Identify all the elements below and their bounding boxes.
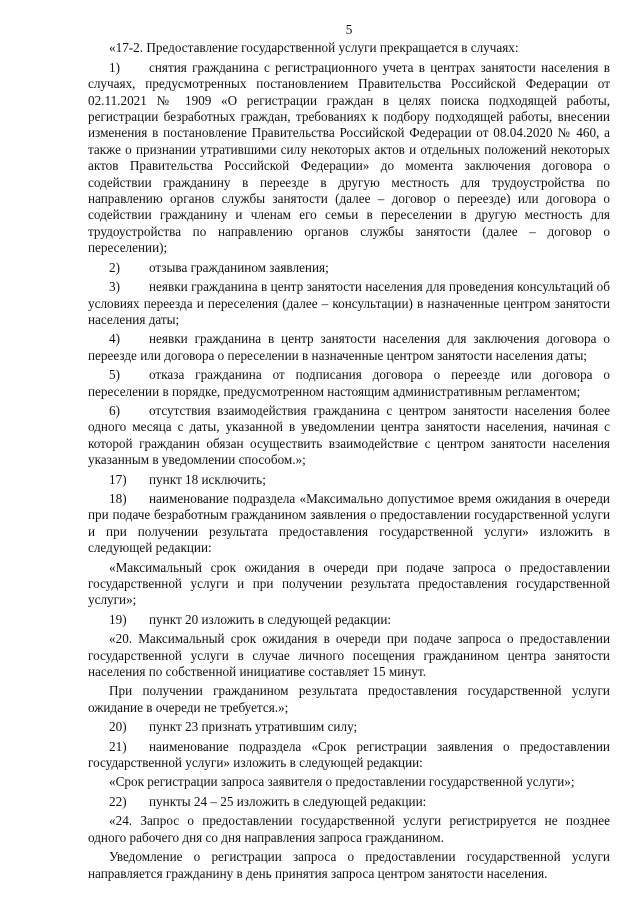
item-number: 21) [109, 738, 127, 754]
paragraph-item-2 [88, 260, 610, 276]
item-number: 19) [109, 611, 127, 627]
document-page [88, 22, 610, 882]
paragraph-text: «24. Запрос о предоставлении государственной услуги регистрируется не позднее одного рабочего дня со дня направления запроса гражданином. [88, 813, 610, 845]
page-number: 5 [345, 22, 353, 37]
paragraph-item-19 [88, 612, 610, 628]
paragraph-item-1 [88, 60, 610, 257]
paragraph-text: Уведомление о регистрации запроса о предоставлении государственной услуги направляется гражданину в день принятия запроса центром занятости населения. [88, 849, 610, 881]
paragraph-text: пункт 20 изложить в следующей редакции: [149, 611, 392, 627]
paragraph-text: наименование подраздела «Максимально допустимое время ожидания в очереди при подаче безработным гражданином заявления о предоставлении государственной услуги и при получении результата предоставления государственной услуги» изложить в следующей редакции: [88, 490, 610, 556]
paragraph-text: «17-2. Предоставление государственной услуги прекращается в случаях: [109, 40, 519, 56]
paragraph-quote-20 [88, 631, 610, 680]
paragraph-text: отказа гражданина от подписания договора о переезде или договора о переселении в порядке, предусмотренном настоящим административным регламентом; [88, 367, 610, 399]
paragraph-quote-title-21 [88, 774, 610, 790]
item-number: 1) [109, 59, 120, 75]
paragraph-item-6 [88, 403, 610, 469]
paragraph-text: снятия гражданина с регистрационного учета в центрах занятости населения в случаях, предусмотренных постановлением Правительства Российской Федерации от 02.11.2021 № 1909 «О регистрации граждан в целях поиска подходящей работы, регистрации безработных граждан, требованиях к подбору подходящей работы, внесении изменения в постановление Правительства Российской Федерации от 08.04.2020 № 460, а также о признании утратившими силу некоторых актов и отдельных положений некоторых актов Правительства Российской Федерации» до момента заключения договора о содействии гражданину в переезде в другую местность для трудоустройства по направлению органов службы занятости (далее – договор о переезде) или договора о содействии гражданину и членам его семьи в переселении в другую местность для трудоустройства по направлению органов службы занятости (далее – договор о переселении); [88, 59, 610, 256]
paragraph-text: отзыва гражданином заявления; [149, 259, 329, 275]
paragraph-text: пункт 23 признать утратившим силу; [149, 719, 358, 735]
item-number: 18) [109, 490, 127, 506]
paragraph-text: «20. Максимальный срок ожидания в очереди при подаче запроса о предоставлении государственной услуги в случае личного посещения гражданином центра занятости населения по собственной инициативе составляет 15 минут. [88, 631, 610, 680]
paragraph-quote-24-cont [88, 849, 610, 882]
paragraph-item-4 [88, 331, 610, 364]
item-number: 2) [109, 259, 120, 275]
item-number: 22) [109, 793, 127, 809]
item-number: 17) [109, 471, 127, 487]
paragraph-text: пункт 18 исключить; [149, 471, 266, 487]
paragraph-text: неявки гражданина в центр занятости населения для заключения договора о переезде или договора о переселении в назначенные центром занятости населения даты; [88, 331, 610, 363]
paragraph-text: неявки гражданина в центр занятости населения для проведения консультаций об условиях переезда и переселения (далее – консультации) в назначенные центром занятости населения даты; [88, 279, 610, 327]
paragraph-text: наименование подраздела «Срок регистрации заявления о предоставлении государственной услуги» изложить в следующей редакции: [88, 738, 610, 771]
paragraph-quote-24 [88, 813, 610, 846]
paragraph-text: пункты 24 – 25 изложить в следующей редакции: [149, 793, 427, 809]
item-number: 5) [109, 367, 120, 383]
paragraph-text: «Максимальный срок ожидания в очереди при подаче запроса о предоставлении государственной услуги и при получении результата предоставления государственной услуги»; [88, 559, 610, 608]
paragraph-item-22 [88, 794, 610, 810]
item-number: 20) [109, 719, 127, 735]
paragraph-text: «Срок регистрации запроса заявителя о предоставлении государственной услуги»; [109, 774, 575, 790]
item-number: 4) [109, 331, 120, 347]
item-number: 6) [109, 402, 120, 418]
paragraph-item-18 [88, 491, 610, 557]
paragraph-text: При получении гражданином результата предоставления государственной услуги ожидание в очереди не требуется.»; [88, 683, 610, 715]
paragraph-17-2-intro [88, 40, 610, 56]
paragraph-text: отсутствия взаимодействия гражданина с центром занятости населения более одного месяца с даты, указанной в уведомлении центра занятости населения, начиная с которой гражданин обязан осуществить взаимодействие с центром занятости населения указанным в уведомлении способом.»; [88, 402, 610, 468]
paragraph-item-21 [88, 739, 610, 772]
paragraph-item-17 [88, 472, 610, 488]
paragraph-item-3 [88, 279, 610, 328]
paragraph-item-20 [88, 719, 610, 735]
paragraph-item-5 [88, 367, 610, 400]
paragraph-quote-20-cont [88, 683, 610, 716]
item-number: 3) [109, 279, 120, 295]
paragraph-quote-title-18 [88, 560, 610, 609]
